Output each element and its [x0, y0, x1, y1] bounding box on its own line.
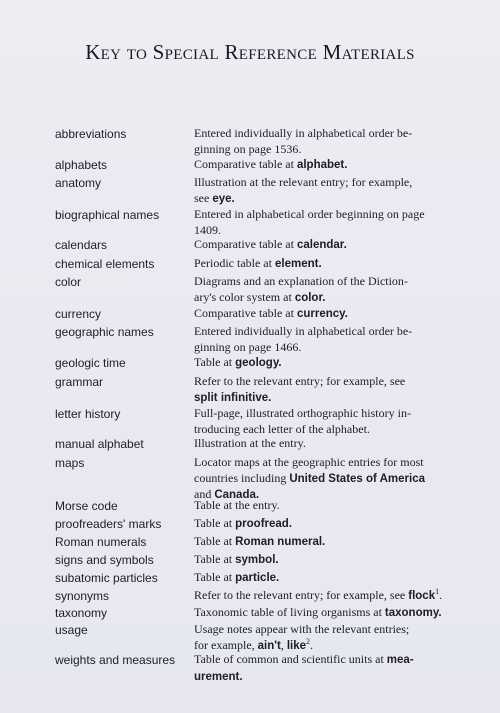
cross-reference-term: eye. [212, 192, 235, 205]
definition-text: Comparative table at [194, 237, 297, 251]
definition-text: countries including [194, 470, 290, 485]
definition-line [194, 126, 464, 142]
definition-text: Comparative table at [194, 157, 297, 171]
definition-line [194, 175, 464, 191]
entry-definition [194, 622, 464, 654]
entry-definition [194, 588, 464, 605]
cross-reference-term: particle. [235, 572, 280, 584]
entry-term: abbreviations [55, 127, 127, 141]
entry-term: color [55, 275, 82, 289]
entry-term: chemical elements [55, 257, 155, 271]
entry-term: geologic time [55, 356, 126, 370]
definition-text: Usage notes appear with the relevant entries; [194, 622, 410, 636]
definition-text: Entered in alphabetical order beginning on page [194, 207, 425, 221]
entry-term: synonyms [55, 589, 110, 603]
definition-line [194, 622, 464, 638]
entry-term: grammar [55, 375, 104, 389]
definition-line [194, 471, 464, 488]
cross-reference-term: taxonomy. [384, 607, 442, 619]
definition-line [194, 422, 464, 438]
entry-definition [194, 605, 464, 622]
entry-term: currency [55, 307, 102, 321]
entry-term: proofreaders' marks [55, 517, 162, 531]
definition-text: Illustration at the entry. [194, 436, 306, 450]
definition-line [194, 374, 464, 390]
definition-line [194, 436, 464, 452]
cross-reference-term: alphabet. [296, 159, 348, 171]
definition-line [194, 207, 464, 223]
definition-text: Comparative table at [194, 306, 297, 320]
definition-line [194, 406, 464, 422]
entry-definition [194, 570, 464, 587]
definition-text: ary's color system at [194, 289, 295, 304]
entry-definition [194, 374, 464, 406]
definition-line [194, 256, 464, 273]
cross-reference-term: split infinitive. [194, 391, 272, 404]
definition-text: Entered individually in alphabetical order be- [194, 126, 413, 140]
definition-line [194, 570, 464, 587]
entry-term: usage [55, 623, 88, 637]
cross-reference-term: Roman numeral. [235, 536, 326, 548]
homograph-number: 2 [306, 636, 311, 646]
definition-text: ginning on page 1466. [194, 339, 302, 354]
definition-line [194, 324, 464, 340]
cross-reference-term: Canada. [214, 489, 260, 501]
entry-term: letter history [55, 407, 121, 421]
entry-definition [194, 306, 464, 323]
entry-definition [194, 175, 464, 207]
definition-line [194, 552, 464, 569]
entry-term: weights and measures [55, 653, 176, 667]
entry-definition [194, 652, 464, 685]
cross-reference-term: currency. [296, 308, 348, 320]
entry-definition [194, 534, 464, 551]
entry-definition [194, 355, 464, 372]
definition-text: Full-page, illustrated orthographic history in- [194, 406, 411, 420]
definition-text: Table at [194, 516, 236, 530]
definition-line [194, 340, 464, 356]
page-title: Key to Special Reference Materials [85, 40, 415, 64]
entry-definition [194, 207, 464, 238]
definition-text: ginning on page 1536. [194, 141, 302, 156]
definition-text: Table at [194, 355, 236, 369]
entry-definition [194, 157, 464, 174]
cross-reference-term: proofread. [235, 518, 293, 530]
definition-line [194, 588, 464, 605]
entry-definition [194, 552, 464, 569]
definition-text: . [439, 588, 443, 602]
cross-reference-term: urement. [194, 670, 243, 683]
entry-definition [194, 498, 464, 514]
definition-line [194, 290, 464, 307]
entry-term: manual alphabet [55, 437, 144, 451]
entry-definition [194, 455, 464, 504]
definition-text: Table of common and scientific units at [194, 652, 387, 666]
definition-text: Refer to the relevant entry; for example, see [194, 374, 406, 388]
cross-reference-term: mea- [386, 654, 414, 666]
entry-term: biographical names [55, 208, 160, 222]
cross-reference-term: ain't [257, 639, 281, 652]
definition-text: Locator maps at the geographic entries for most [194, 455, 424, 469]
definition-line [194, 157, 464, 174]
definition-text: Diagrams and an explanation of the Diction- [194, 274, 408, 288]
cross-reference-term: element. [274, 258, 322, 270]
definition-line [194, 605, 464, 622]
cross-reference-term: United States of America [289, 472, 426, 485]
definition-line [194, 669, 464, 686]
definition-line [194, 455, 464, 471]
entry-definition [194, 406, 464, 437]
cross-reference-term: color. [294, 291, 326, 304]
definition-line [194, 516, 464, 533]
definition-line [194, 306, 464, 323]
cross-reference-term: calendar. [296, 239, 347, 251]
cross-reference-term: geology. [235, 357, 282, 369]
definition-line [194, 142, 464, 158]
definition-line [194, 237, 464, 254]
entry-definition [194, 516, 464, 533]
entry-definition [194, 237, 464, 254]
definition-text: Refer to the relevant entry; for example, see [194, 588, 409, 602]
entry-term: maps [55, 456, 85, 470]
definition-text: for example, [194, 637, 258, 652]
entry-definition [194, 256, 464, 273]
entry-term: Roman numerals [55, 535, 147, 549]
definition-text: Periodic table at [194, 256, 275, 270]
entry-definition [194, 324, 464, 355]
definition-text: , [280, 637, 287, 652]
cross-reference-term: flock [408, 590, 436, 602]
definition-text: Table at [194, 552, 236, 566]
entry-definition [194, 274, 464, 306]
definition-text: see [194, 190, 213, 205]
entry-definition [194, 436, 464, 452]
definition-line [194, 223, 464, 239]
entry-term: anatomy [55, 176, 102, 190]
definition-text: Table at the entry. [194, 498, 280, 512]
definition-text: and [194, 487, 215, 501]
entry-term: Morse code [55, 499, 118, 513]
cross-reference-term: symbol. [235, 554, 279, 566]
definition-text: Table at [194, 534, 236, 548]
definition-line [194, 534, 464, 551]
definition-text: 1409. [194, 222, 221, 237]
definition-line [194, 652, 464, 669]
definition-line [194, 355, 464, 372]
definition-line [194, 498, 464, 514]
entry-term: calendars [55, 238, 108, 252]
definition-line [194, 274, 464, 290]
entry-term: alphabets [55, 158, 108, 172]
definition-text: Taxonomic table of living organisms at [194, 605, 385, 619]
cross-reference-term: like [286, 639, 307, 652]
entry-term: geographic names [55, 325, 154, 339]
definition-text: Illustration at the relevant entry; for example, [194, 175, 413, 189]
homograph-number: 1 [435, 587, 440, 596]
definition-text: Entered individually in alphabetical order be- [194, 324, 413, 338]
definition-line [194, 191, 464, 208]
entry-term: subatomic particles [55, 571, 158, 585]
entry-term: signs and symbols [55, 553, 154, 567]
definition-text: troducing each letter of the alphabet. [194, 421, 370, 436]
entry-term: taxonomy [55, 606, 108, 620]
definition-text: . [310, 637, 314, 652]
definition-line [194, 390, 464, 407]
definition-text: Table at [194, 570, 236, 584]
entry-definition [194, 126, 464, 157]
